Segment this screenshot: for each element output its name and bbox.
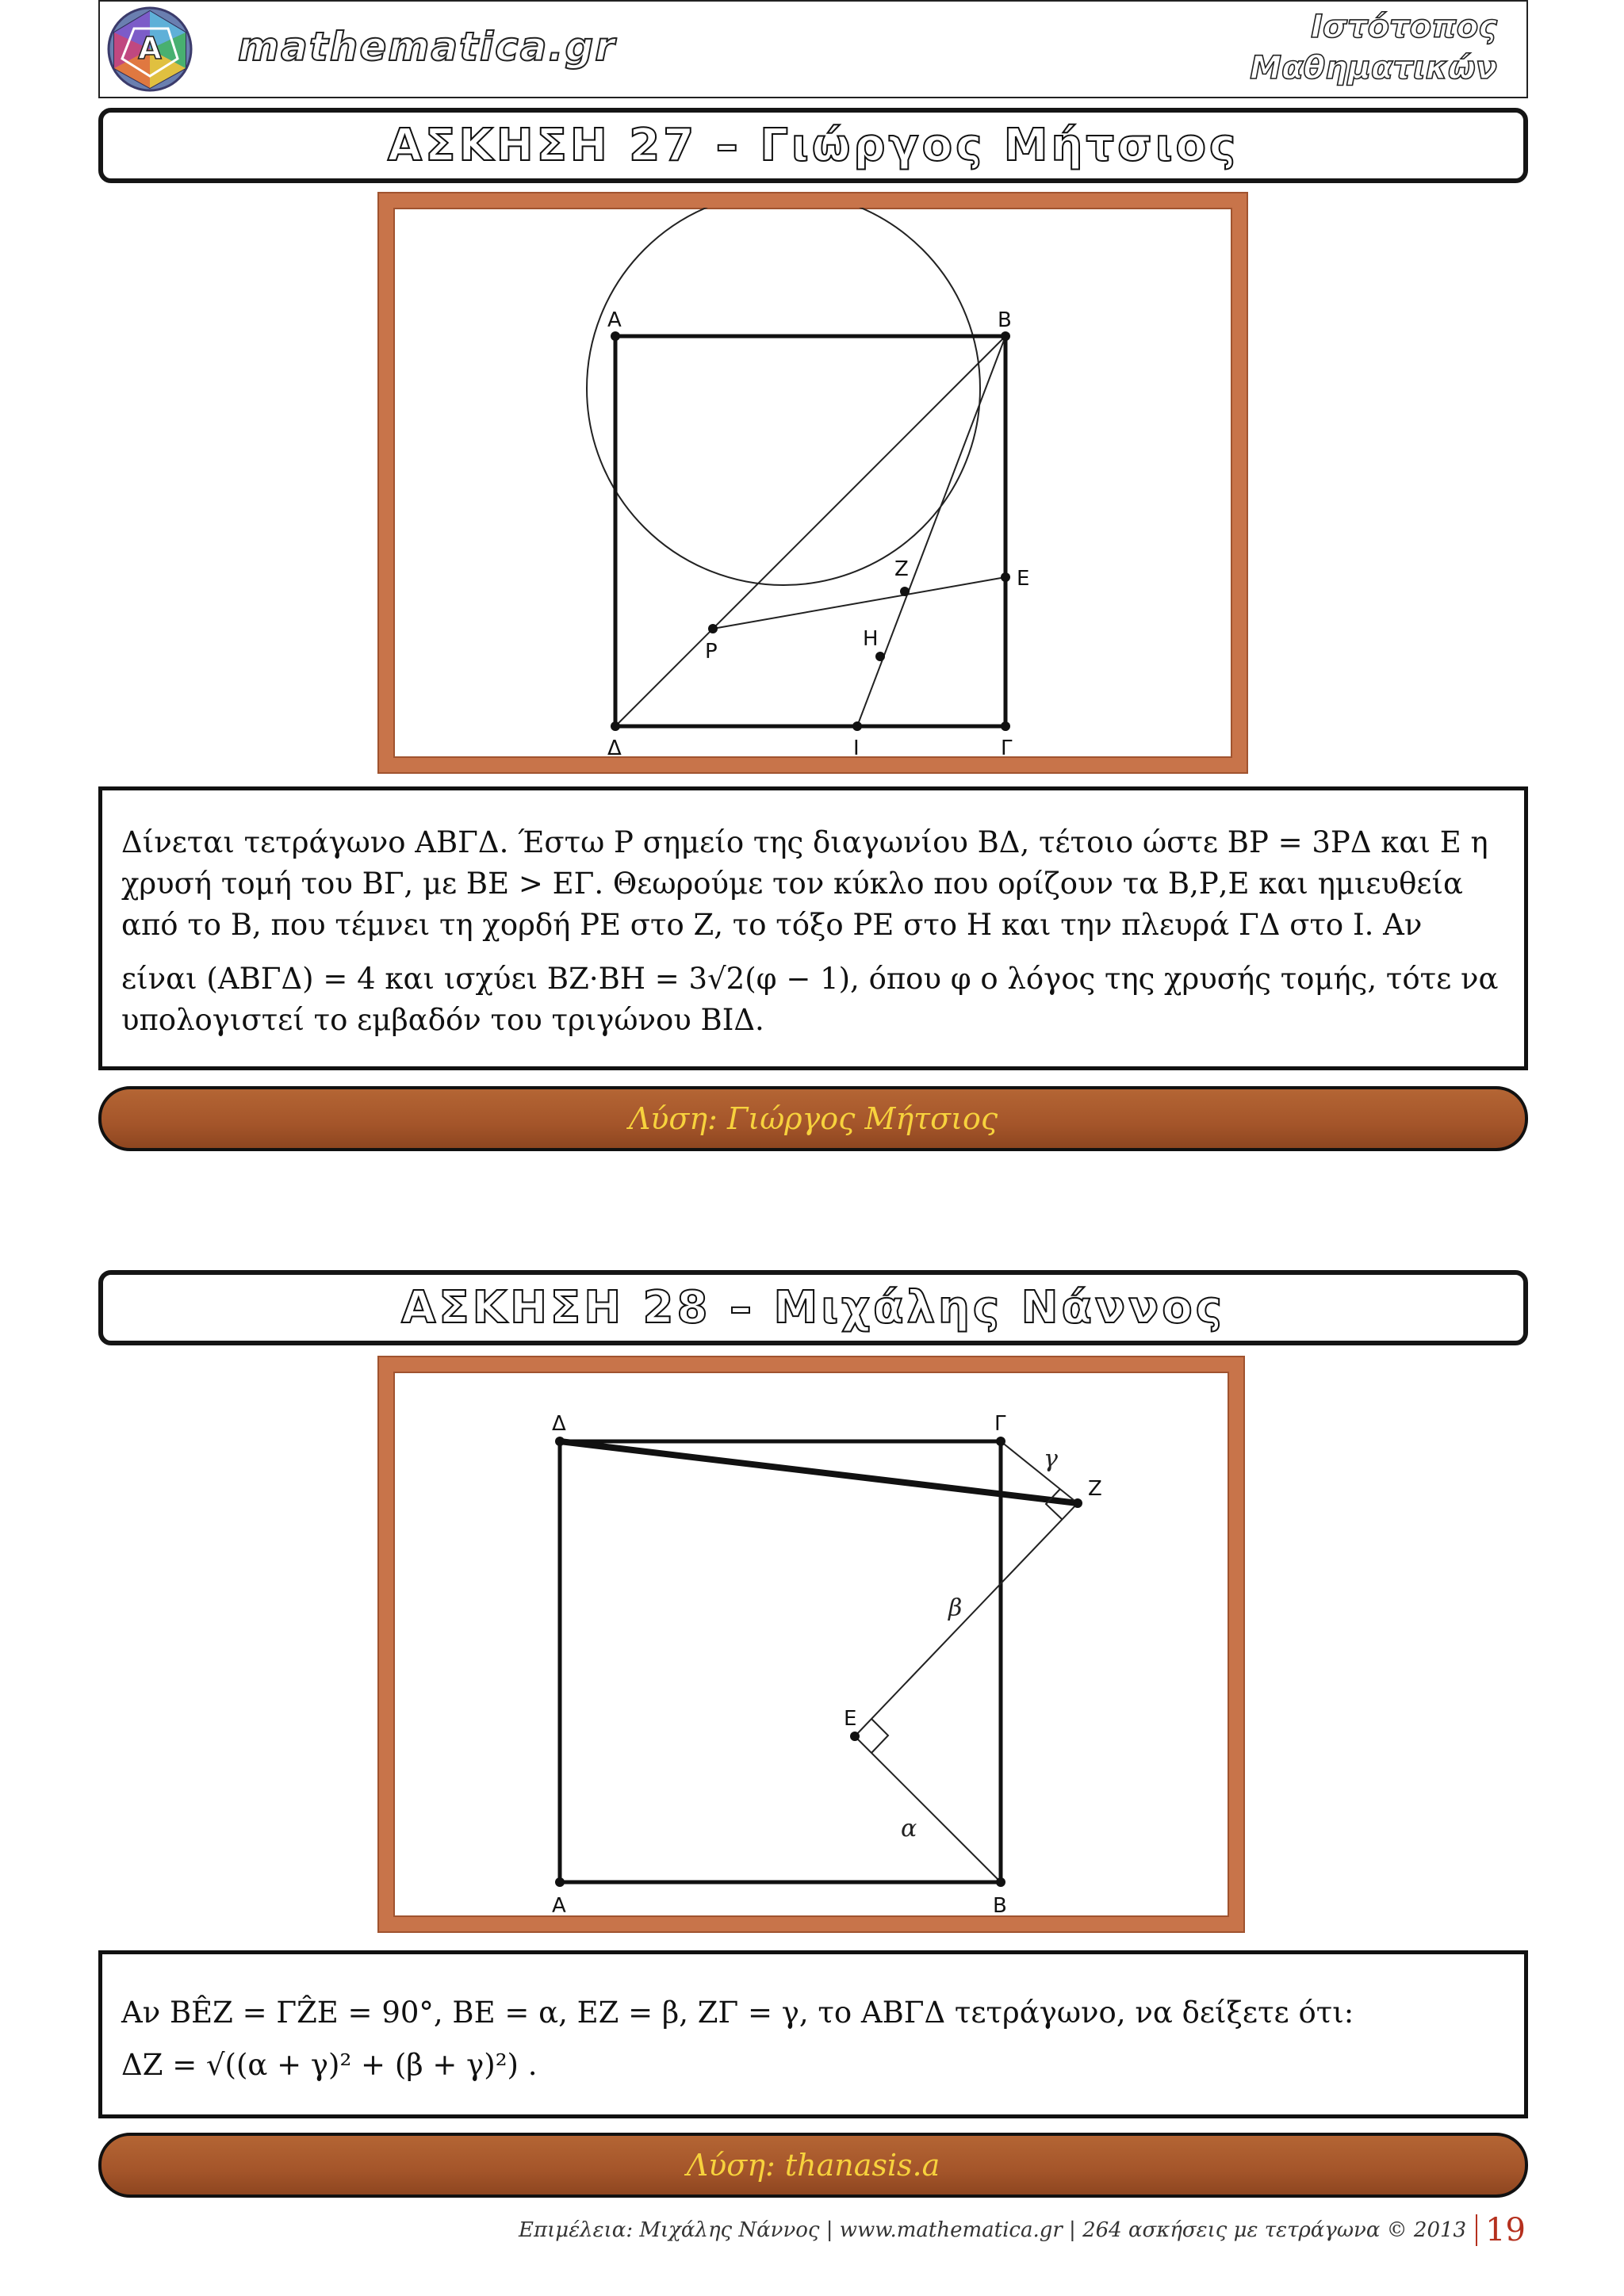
- site-tagline: [1250, 6, 1497, 89]
- label-g: Γ: [1001, 737, 1013, 758]
- logo-icon: [98, 5, 201, 94]
- exercise-28-line-2: ΔΖ = √((α + γ)² + (β + γ)²) .: [121, 2048, 538, 2082]
- label-a: Α: [552, 1894, 566, 1917]
- label-b: Β: [993, 1894, 1007, 1917]
- label-p: Ρ: [705, 640, 718, 664]
- exercise-28-title-box: [98, 1270, 1528, 1345]
- label-gamma: γ: [1044, 1445, 1058, 1473]
- exercise-27-title-box: [98, 108, 1528, 183]
- footer-separator: [1476, 2214, 1477, 2246]
- label-e: Ε: [1017, 567, 1030, 591]
- right-angle-e: [871, 1719, 888, 1753]
- point-d: [555, 1437, 565, 1446]
- point-d: [611, 721, 620, 731]
- label-z: Ζ: [894, 557, 909, 581]
- ray-bi: [857, 336, 1005, 726]
- circle-bpe: [587, 208, 980, 585]
- exercise-27-figure: [379, 193, 1247, 772]
- exercise-28-solution-link[interactable]: Λύση: thanasis.a: [686, 2148, 940, 2183]
- footer-text: Επιμέλεια: Μιχάλης Νάννος | www.mathematica.gr | 264 ασκήσεις με τετράγωνα © 2013: [519, 2218, 1467, 2242]
- point-a: [555, 1877, 565, 1887]
- label-h: Η: [863, 627, 879, 651]
- point-e: [1001, 572, 1010, 582]
- exercise-27-line-2: χρυσή τομή του ΒΓ, με ΒΕ > ΕΓ. Θεωρούμε τον κύκλο που ορίζουν τα Β,Ρ,Ε και ημιευθεία: [121, 867, 1464, 901]
- exercise-27-diagram: [393, 208, 1232, 758]
- segment-ez: [855, 1503, 1078, 1736]
- point-e: [850, 1732, 860, 1741]
- exercise-27-solution-bar[interactable]: [98, 1086, 1528, 1151]
- point-g: [996, 1437, 1005, 1446]
- exercise-27-line-3: από το Β, που τέμνει τη χορδή ΡΕ στο Ζ, το τόξο ΡΕ στο Η και την πλευρά ΓΔ στο Ι. Αν: [121, 908, 1423, 942]
- svg-text:A: A: [138, 31, 162, 66]
- tagline-line-2: Μαθηματικών: [1250, 50, 1497, 86]
- label-d: Δ: [552, 1412, 566, 1436]
- label-b: Β: [998, 308, 1012, 332]
- page-number: 19: [1485, 2212, 1526, 2248]
- label-alpha: α: [901, 1815, 917, 1843]
- point-b: [1001, 331, 1010, 341]
- label-g: Γ: [994, 1412, 1006, 1436]
- exercise-28-figure: [379, 1357, 1243, 1931]
- right-angle-z: [1046, 1489, 1063, 1520]
- exercise-27-title: ΑΣΚΗΣΗ 27 – Γιώργος Μήτσιος: [387, 120, 1239, 171]
- point-i: [852, 721, 862, 731]
- tagline-line-1: Ιστότοπος: [1311, 9, 1497, 45]
- exercise-27-line-5: υπολογιστεί το εμβαδόν του τριγώνου ΒΙΔ.: [121, 1003, 764, 1037]
- exercise-27-line-4: είναι (ΑΒΓΔ) = 4 και ισχύει ΒΖ·ΒΗ = 3√2(φ − 1), όπου φ ο λόγος της χρυσής τομής, τότε να: [121, 962, 1499, 996]
- diagonal-bd: [615, 336, 1005, 726]
- label-e: Ε: [844, 1707, 857, 1731]
- exercise-28-title: ΑΣΚΗΣΗ 28 – Μιχάλης Νάννος: [401, 1282, 1225, 1334]
- exercise-27-solution-link[interactable]: Λύση: Γιώργος Μήτσιος: [628, 1101, 998, 1136]
- exercise-28-statement: [98, 1950, 1528, 2118]
- label-i: Ι: [853, 737, 860, 758]
- label-beta: β: [948, 1594, 963, 1622]
- exercise-28-line-1: Αν ΒÊΖ = ΓẐΕ = 90°, ΒΕ = α, ΕΖ = β, ΖΓ = γ, το ΑΒΓΔ τετράγωνο, να δείξετε ότι:: [121, 1996, 1354, 2030]
- exercise-28-solution-bar[interactable]: [98, 2133, 1528, 2198]
- page-footer: [519, 2212, 1526, 2248]
- point-z: [900, 587, 910, 596]
- point-a: [611, 331, 620, 341]
- label-a: Α: [607, 308, 622, 332]
- point-h: [875, 652, 885, 661]
- point-g: [1001, 721, 1010, 731]
- site-name: mathematica.gr: [238, 24, 616, 70]
- label-d: Δ: [607, 737, 622, 758]
- segment-be: [855, 1736, 1001, 1882]
- point-b: [996, 1877, 1005, 1887]
- label-z: Ζ: [1088, 1477, 1102, 1501]
- exercise-27-line-1: Δίνεται τετράγωνο ΑΒΓΔ. Έστω Ρ σημείο της διαγωνίου ΒΔ, τέτοιο ώστε ΒΡ = 3ΡΔ και Ε η: [121, 825, 1488, 859]
- exercise-28-diagram: [393, 1372, 1229, 1917]
- exercise-27-statement: [98, 786, 1528, 1070]
- point-z: [1073, 1498, 1082, 1508]
- point-p: [708, 624, 718, 633]
